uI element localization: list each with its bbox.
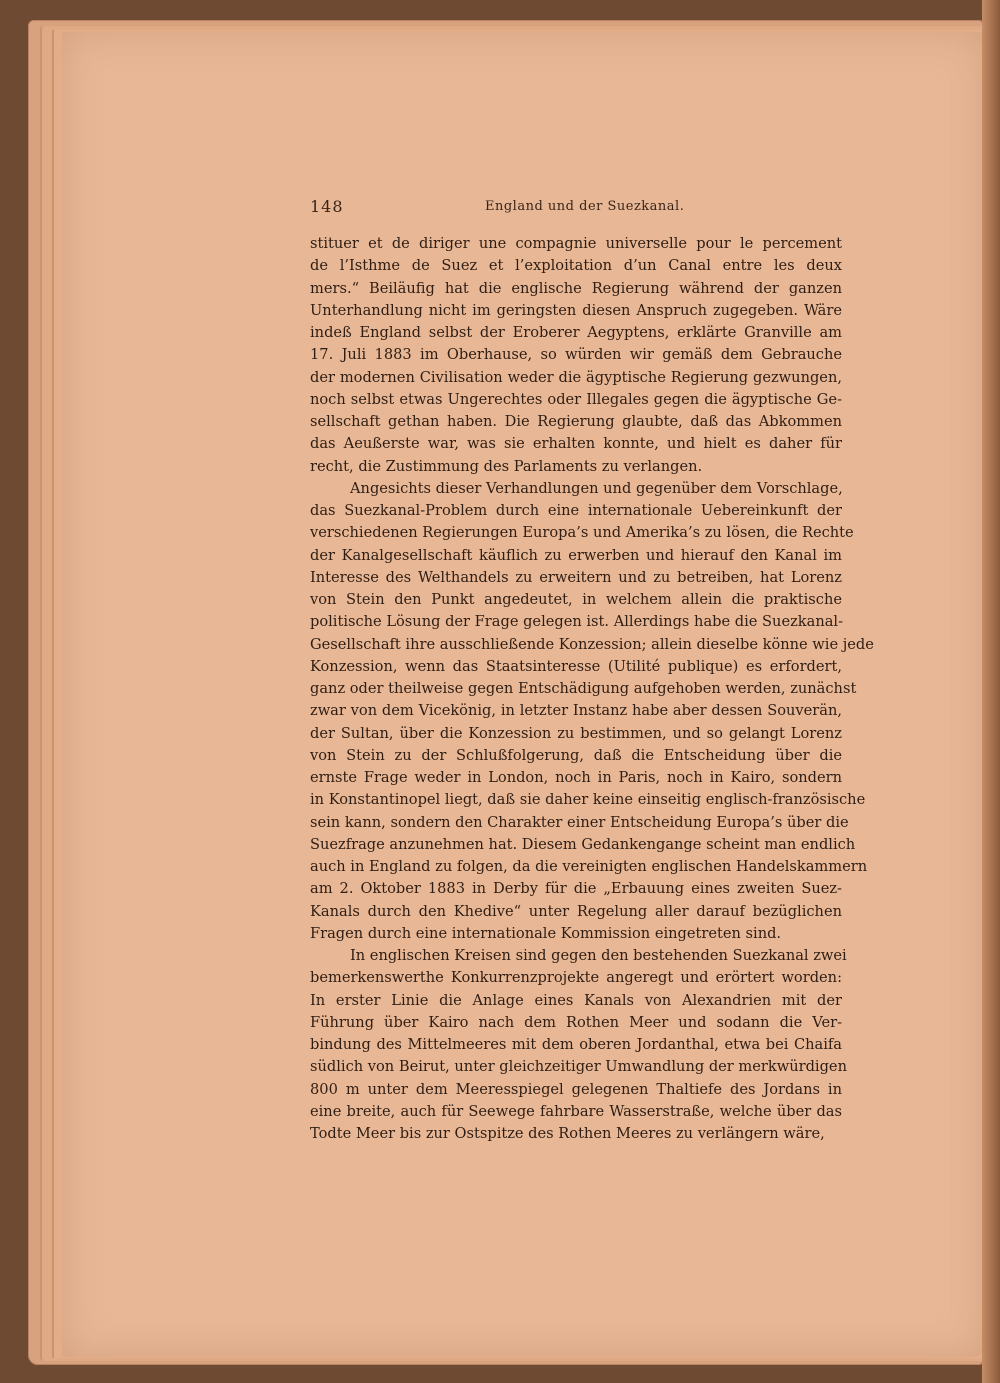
text-line: indeß England selbst der Eroberer Aegyptens, erklärte Granville am xyxy=(310,324,842,341)
text-line: ganz oder theilweise gegen Entschädigung aufgehoben werden, zunächst xyxy=(310,680,857,697)
text-line: auch in England zu folgen, da die vereinigten englischen Handelskammern xyxy=(310,858,868,875)
text-line: Interesse des Welthandels zu erweitern und zu betreiben, hat Lorenz xyxy=(310,568,842,586)
text-line: Unterhandlung nicht im geringsten diesen Anspruch zugegeben. Wäre xyxy=(310,301,842,319)
text-line: Konzession, wenn das Staatsinteresse (Utilité publique) es erfordert, xyxy=(310,657,842,675)
text-line: verschiedenen Regierungen Europa’s und Amerika’s zu lösen, die Rechte xyxy=(310,524,854,542)
page-number: 148 xyxy=(310,197,344,216)
text-line: der Kanalgesellschaft käuflich zu erwerben und hierauf den Kanal im xyxy=(310,546,842,564)
page-header xyxy=(310,197,842,221)
text-line: 800 m unter dem Meeresspiegel gelegenen Thaltiefe des Jordans in xyxy=(310,1080,842,1098)
text-line: am 2. Oktober 1883 in Derby für die „Erbauung eines zweiten Suez- xyxy=(310,880,842,898)
text-line: das Aeußerste war, was sie erhalten konnte, und hielt es daher für xyxy=(310,435,842,453)
text-line: südlich von Beirut, unter gleichzeitiger Umwandlung der merkwürdigen xyxy=(310,1058,847,1076)
text-line: politische Lösung der Frage gelegen ist. Allerdings habe die Suezkanal- xyxy=(310,613,844,631)
text-line: In erster Linie die Anlage eines Kanals von Alexandrien mit der xyxy=(310,991,842,1009)
text-line: noch selbst etwas Ungerechtes oder Illegales gegen die ägyptische Ge- xyxy=(310,390,842,408)
text-line: de l’Isthme de Suez et l’exploitation d’un Canal entre les deux xyxy=(310,257,842,275)
paragraph-p2 xyxy=(310,478,874,945)
text-line: Gesellschaft ihre ausschließende Konzession; allein dieselbe könne wie jede xyxy=(310,635,874,653)
text-line: Suezfrage anzunehmen hat. Diesem Gedankengange scheint man endlich xyxy=(310,835,856,853)
text-line: sellschaft gethan haben. Die Regierung glaubte, daß das Abkommen xyxy=(310,413,842,430)
text-line: mers.“ Beiläufig hat die englische Regierung während der ganzen xyxy=(310,279,842,297)
text-line: Angesichts dieser Verhandlungen und gegenüber dem Vorschlage, xyxy=(350,479,843,497)
running-title: England und der Suezkanal. xyxy=(485,199,685,214)
text-line: recht, die Zustimmung des Parlaments zu verlangen. xyxy=(310,457,703,475)
text-line: von Stein zu der Schlußfolgerung, daß die Entscheidung über die xyxy=(310,746,842,764)
text-line: Fragen durch eine internationale Kommission eingetreten sind. xyxy=(310,924,782,942)
text-line: der Sultan, über die Konzession zu bestimmen, und so gelangt Lorenz xyxy=(310,724,842,742)
book-spine-edge xyxy=(982,0,1000,1383)
text-line: zwar von dem Vicekönig, in letzter Instanz habe aber dessen Souverän, xyxy=(310,702,842,720)
text-line: in Konstantinopel liegt, daß sie daher keine einseitig englisch-französische xyxy=(310,791,866,809)
text-line: bindung des Mittelmeeres mit dem oberen Jordanthal, etwa bei Chaifa xyxy=(310,1036,842,1053)
paragraph-p1 xyxy=(310,233,842,478)
text-line: stituer et de diriger une compagnie universelle pour le percement xyxy=(310,235,842,252)
text-line: Todte Meer bis zur Ostspitze des Rothen Meeres zu verlängern wäre, xyxy=(310,1125,825,1142)
text-line: von Stein den Punkt angedeutet, in welchem allein die praktische xyxy=(310,591,842,608)
paragraph-p3 xyxy=(310,945,847,1145)
text-line: eine breite, auch für Seewege fahrbare Wasserstraße, welche über das xyxy=(310,1102,842,1120)
text-line: der modernen Civilisation weder die ägyptische Regierung gezwungen, xyxy=(310,368,842,386)
text-line: Kanals durch den Khedive“ unter Regelung aller darauf bezüglichen xyxy=(310,902,842,920)
text-line: das Suezkanal-Problem durch eine internationale Uebereinkunft der xyxy=(310,502,842,519)
body-text xyxy=(310,233,874,1145)
text-line: sein kann, sondern den Charakter einer Entscheidung Europa’s über die xyxy=(310,813,849,831)
text-line: ernste Frage weder in London, noch in Paris, noch in Kairo, sondern xyxy=(310,769,842,786)
text-line: 17. Juli 1883 im Oberhause, so würden wir gemäß dem Gebrauche xyxy=(310,346,842,364)
text-line: Führung über Kairo nach dem Rothen Meer und sodann die Ver- xyxy=(310,1013,842,1031)
text-line: bemerkenswerthe Konkurrenzprojekte angeregt und erörtert worden: xyxy=(310,969,842,987)
text-line: In englischen Kreisen sind gegen den bestehenden Suezkanal zwei xyxy=(350,947,847,964)
